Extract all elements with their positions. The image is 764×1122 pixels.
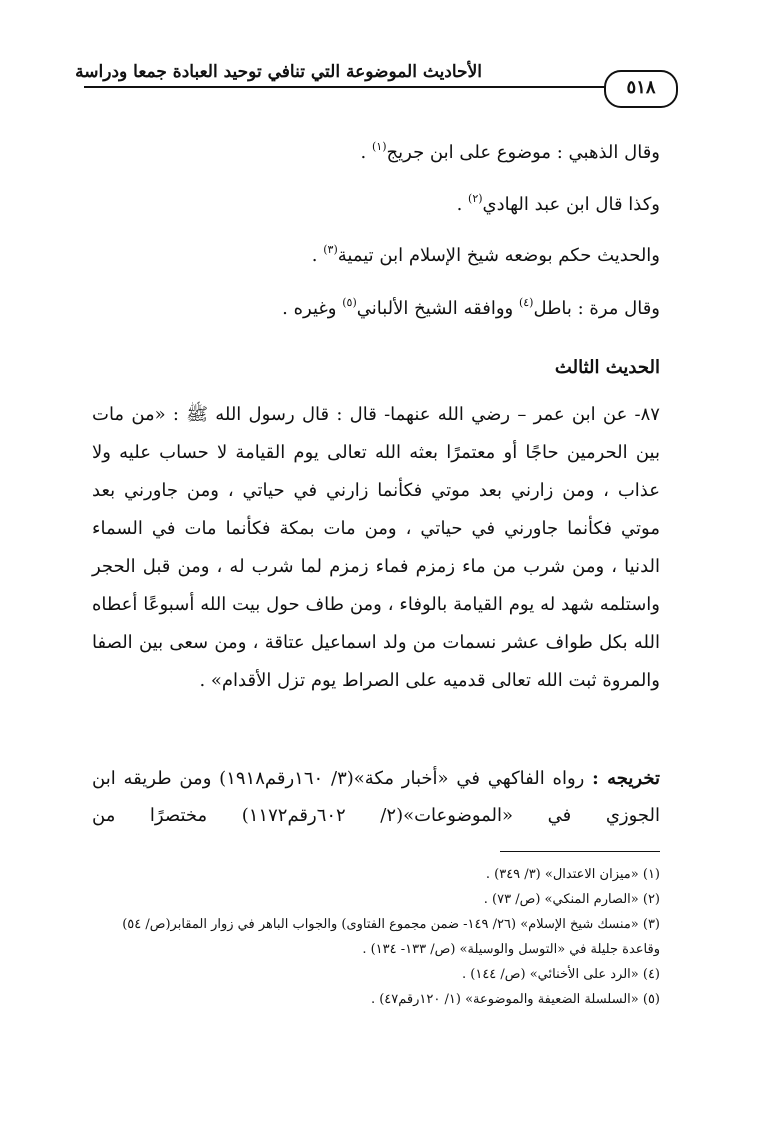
running-header-title: الأحاديث الموضوعة التي تنافي توحيد العبادة جمعا ودراسة: [75, 62, 482, 82]
intro-line-2: [457, 194, 660, 215]
footnote-ref: (٣): [323, 243, 338, 256]
takhrij-text: رواه الفاكهي في «أخبار مكة»(٣/ ١٦٠رقم١٩١٨) ومن طريقه ابن الجوزي في «الموضوعات»(٢/ ٦٠٢رقم١١٧٢) مختصرًا من: [92, 768, 661, 826]
footnote-ref: (٤): [518, 296, 534, 309]
intro-line-tail: .: [456, 194, 469, 215]
footnote-4: (٤) «الرد على الأخنائي» (ص/ ١٤٤) .: [462, 967, 660, 982]
intro-line-text: وكذا قال ابن عبد الهادي: [482, 194, 660, 215]
footnotes: [92, 862, 660, 1012]
intro-line-tail: .: [311, 245, 324, 266]
intro-line-text: وقال الذهبي : موضوع على ابن جريج: [386, 142, 660, 163]
intro-line-tail: وغيره .: [282, 298, 343, 319]
hadith-paragraph: [92, 396, 660, 700]
hadith-text: عن ابن عمر – رضي الله عنهما- قال : قال رسول الله ﷺ : «من مات بين الحرمين حاجًا أو معتمرًا بعثه الله تعالى يوم القيامة لا حساب عليه ولا عذاب ، ومن زارني بعد موتي فكأنما زارني في حياتي ، ومن جاورني بعد موتي فكأنما جاورني في حياتي ، ومن مات بمكة فكأنما مات في السماء الدنيا ، ومن شرب من ماء زمزم فماء زمزم لما شرب له ، ومن قبل الحجر واستلمه شهد له يوم القيامة بالوفاء ، ومن طاف حول بيت الله أسبوعًا أعطاه الله بكل طواف عشر نسمات من ولد اسماعيل عتاقة ، ومن سعى بين الصفا والمروة ثبت الله تعالى قدميه على الصراط يوم تزل الأقدام» .: [92, 404, 660, 691]
footnote-ref: (٥): [342, 296, 357, 309]
footnote-5: (٥) «السلسلة الضعيفة والموضوعة» (١/ ١٢٠رقم٤٧) .: [370, 992, 660, 1007]
takhrij-label: تخريجه :: [592, 768, 660, 789]
takhrij-paragraph: [92, 760, 660, 834]
intro-line-mid: ووافقه الشيخ الألباني: [356, 298, 519, 319]
intro-line-tail: .: [360, 142, 372, 163]
footnote-ref: (١): [372, 140, 387, 153]
intro-line-1: [361, 142, 660, 163]
hadith-number: ٨٧-: [627, 404, 660, 425]
intro-line-text: والحديث حكم بوضعه شيخ الإسلام ابن تيمية: [337, 245, 660, 266]
footnote-ref: (٢): [468, 192, 483, 205]
page-number-badge: ٥١٨: [604, 70, 678, 108]
intro-line-4: [282, 298, 660, 319]
intro-line-text: وقال مرة : باطل: [533, 298, 660, 319]
footnote-divider: [500, 851, 660, 852]
header-divider: [84, 86, 632, 88]
section-heading: الحديث الثالث: [554, 357, 660, 378]
footnote-2: (٢) «الصارم المنكي» (ص/ ٧٣) .: [483, 892, 660, 907]
intro-line-3: [312, 245, 660, 266]
footnote-1: (١) «ميزان الاعتدال» (٣/ ٣٤٩) .: [485, 867, 660, 882]
footnote-3: (٣) «منسك شيخ الإسلام» (٢٦/ ١٤٩- ضمن مجموع الفتاوى) والجواب الباهر في زوار المقابر(ص/ ٥٤) وقاعدة جليلة في «التوسل والوسيلة» (ص/ ١٣٣- ١٣٤) .: [122, 917, 660, 957]
